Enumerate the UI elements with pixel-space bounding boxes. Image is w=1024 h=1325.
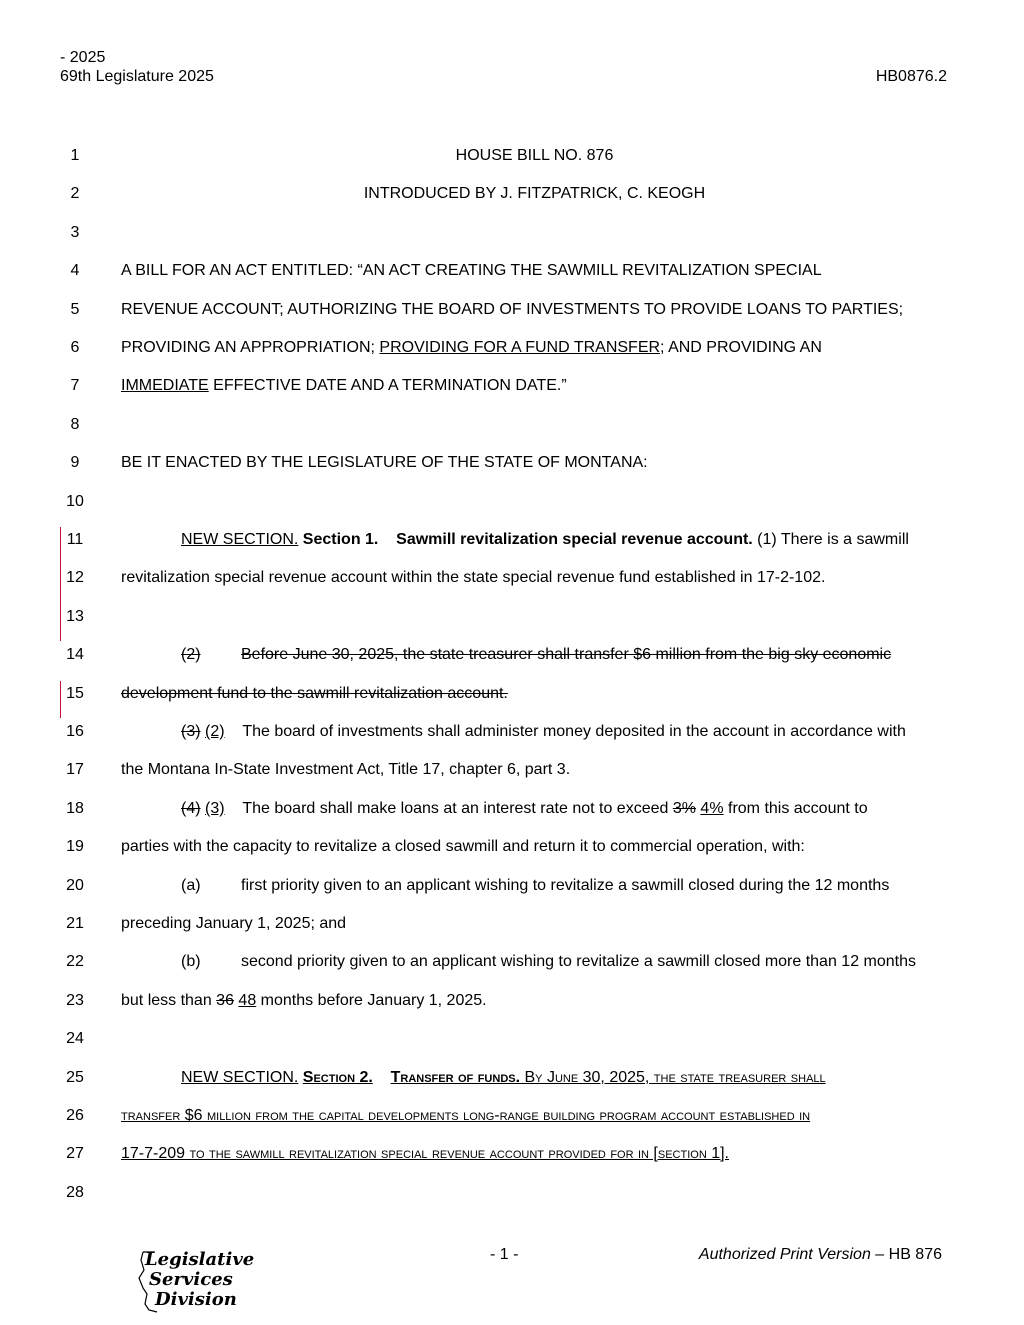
inserted-text: (3) <box>205 800 225 817</box>
inserted-text: transfer $6 million from the capital developments long-range building program account established in <box>121 1107 811 1124</box>
text-run: but less than <box>121 992 217 1009</box>
deleted-text: Before June 30, 2025, the state treasurer shall transfer $6 million from the big sky economic <box>241 646 892 663</box>
print-version <box>699 1246 942 1264</box>
line-number: 2 <box>70 185 80 202</box>
line-number: 28 <box>66 1184 84 1201</box>
struck-line <box>121 684 948 704</box>
section-2-heading <box>121 1068 948 1088</box>
logo-line: Services <box>149 1269 233 1290</box>
line-number: 24 <box>66 1030 84 1047</box>
body-line <box>121 876 948 896</box>
new-section-label: NEW SECTION. <box>181 531 299 548</box>
line-number: 4 <box>70 262 80 279</box>
line-number: 7 <box>70 377 80 394</box>
enacting-clause: BE IT ENACTED BY THE LEGISLATURE OF THE STATE OF MONTANA: <box>121 454 648 471</box>
legislature-label: 69th Legislature 2025 <box>60 68 214 85</box>
line-number: 1 <box>70 147 80 164</box>
text-run: first priority given to an applicant wishing to revitalize a sawmill closed during the 12 months <box>241 877 890 894</box>
body-line <box>121 722 948 742</box>
item-label: (b) <box>181 953 201 970</box>
line-number: 21 <box>66 915 84 932</box>
struck-line <box>121 645 948 665</box>
line-number: 8 <box>70 416 80 433</box>
line-number: 22 <box>66 953 84 970</box>
inserted-text: PROVIDING FOR A FUND TRANSFER; <box>379 339 665 356</box>
deleted-text: 36 <box>216 992 234 1009</box>
deleted-text: (3) <box>181 723 201 740</box>
deleted-text: development fund to the sawmill revitalization account. <box>121 685 508 702</box>
section-number: Section 1. <box>302 531 379 548</box>
line-number: 23 <box>66 992 84 1009</box>
page-number: - 1 - <box>490 1246 519 1263</box>
text-run: AND PROVIDING AN <box>664 339 822 356</box>
inserted-text: By June 30, 2025, the state treasurer shall <box>520 1069 826 1086</box>
inserted-text: 48 <box>238 992 257 1009</box>
act-title-line: REVENUE ACCOUNT; AUTHORIZING THE BOARD OF INVESTMENTS TO PROVIDE LOANS TO PARTIES; <box>121 301 904 318</box>
line-number: 12 <box>66 569 84 586</box>
new-section-label: NEW SECTION. <box>181 1069 299 1086</box>
act-title-line: A BILL FOR AN ACT ENTITLED: “AN ACT CREATING THE SAWMILL REVITALIZATION SPECIAL <box>121 262 822 279</box>
line-number: 5 <box>70 301 80 318</box>
logo-line: Division <box>155 1289 237 1310</box>
inserted-line <box>121 1144 948 1164</box>
body-line: revitalization special revenue account within the state special revenue fund established in 17-2-102. <box>121 569 826 586</box>
footer-bill: – HB 876 <box>870 1246 942 1263</box>
deleted-text: (2) <box>181 646 201 663</box>
legislative-services-logo <box>135 1248 255 1318</box>
act-title-line <box>121 376 948 396</box>
section-number: Section 2. <box>302 1069 373 1086</box>
line-number: 25 <box>66 1069 84 1086</box>
line-number: 13 <box>66 608 84 625</box>
session-label: - 2025 <box>60 49 106 66</box>
line-number: 18 <box>66 800 84 817</box>
act-title-line <box>121 338 948 358</box>
line-number: 27 <box>66 1145 84 1162</box>
text-run: EFFECTIVE DATE AND A TERMINATION DATE.” <box>208 377 567 394</box>
text-run: months before January 1, 2025. <box>256 992 487 1009</box>
text-run: PROVIDING AN APPROPRIATION; <box>121 339 380 356</box>
line-number: 6 <box>70 339 80 356</box>
section-title: Transfer of funds. <box>390 1069 521 1086</box>
inserted-text: 17-7-209 to the sawmill revitalization special revenue account provided for in [section 1]. <box>121 1145 730 1162</box>
line-number: 3 <box>70 224 80 241</box>
deleted-text: 3% <box>672 800 696 817</box>
body-line: preceding January 1, 2025; and <box>121 915 347 932</box>
line-number: 19 <box>66 838 84 855</box>
text-run: The board shall make loans at an interest rate not to exceed <box>242 800 673 817</box>
line-number: 17 <box>66 761 84 778</box>
logo-line: Legislative <box>145 1249 255 1270</box>
section-title: Sawmill revitalization special revenue account. <box>396 531 753 548</box>
body-line: parties with the capacity to revitalize a closed sawmill and return it to commercial operation, with: <box>121 838 805 855</box>
text-run: The board of investments shall administer money deposited in the account in accordance with <box>242 723 906 740</box>
line-number: 16 <box>66 723 84 740</box>
version-label: Authorized Print Version <box>698 1246 871 1263</box>
inserted-text: 4% <box>700 800 724 817</box>
line-number: 15 <box>66 685 84 702</box>
item-label: (a) <box>181 877 201 894</box>
line-number: 9 <box>70 454 80 471</box>
section-1-heading <box>121 530 948 550</box>
introduced-by: INTRODUCED BY J. FITZPATRICK, C. KEOGH <box>363 185 706 202</box>
line-number: 11 <box>66 531 84 548</box>
line-number: 14 <box>66 646 84 663</box>
inserted-text: (2) <box>205 723 225 740</box>
text-run: second priority given to an applicant wishing to revitalize a sawmill closed more than 12 months <box>241 953 917 970</box>
body-line: the Montana In-State Investment Act, Title 17, chapter 6, part 3. <box>121 761 571 778</box>
text-run: (1) There is a sawmill <box>752 531 909 548</box>
body-line <box>121 952 948 972</box>
body-line <box>121 991 948 1011</box>
body-line <box>121 799 948 819</box>
deleted-text: (4) <box>181 800 201 817</box>
inserted-line <box>121 1106 948 1126</box>
line-number: 26 <box>66 1107 84 1124</box>
bill-title: HOUSE BILL NO. 876 <box>455 147 614 164</box>
text-run: from this account to <box>723 800 868 817</box>
line-number: 10 <box>66 493 84 510</box>
line-number: 20 <box>66 877 84 894</box>
bill-code: HB0876.2 <box>875 68 947 85</box>
inserted-text: IMMEDIATE <box>121 377 209 394</box>
